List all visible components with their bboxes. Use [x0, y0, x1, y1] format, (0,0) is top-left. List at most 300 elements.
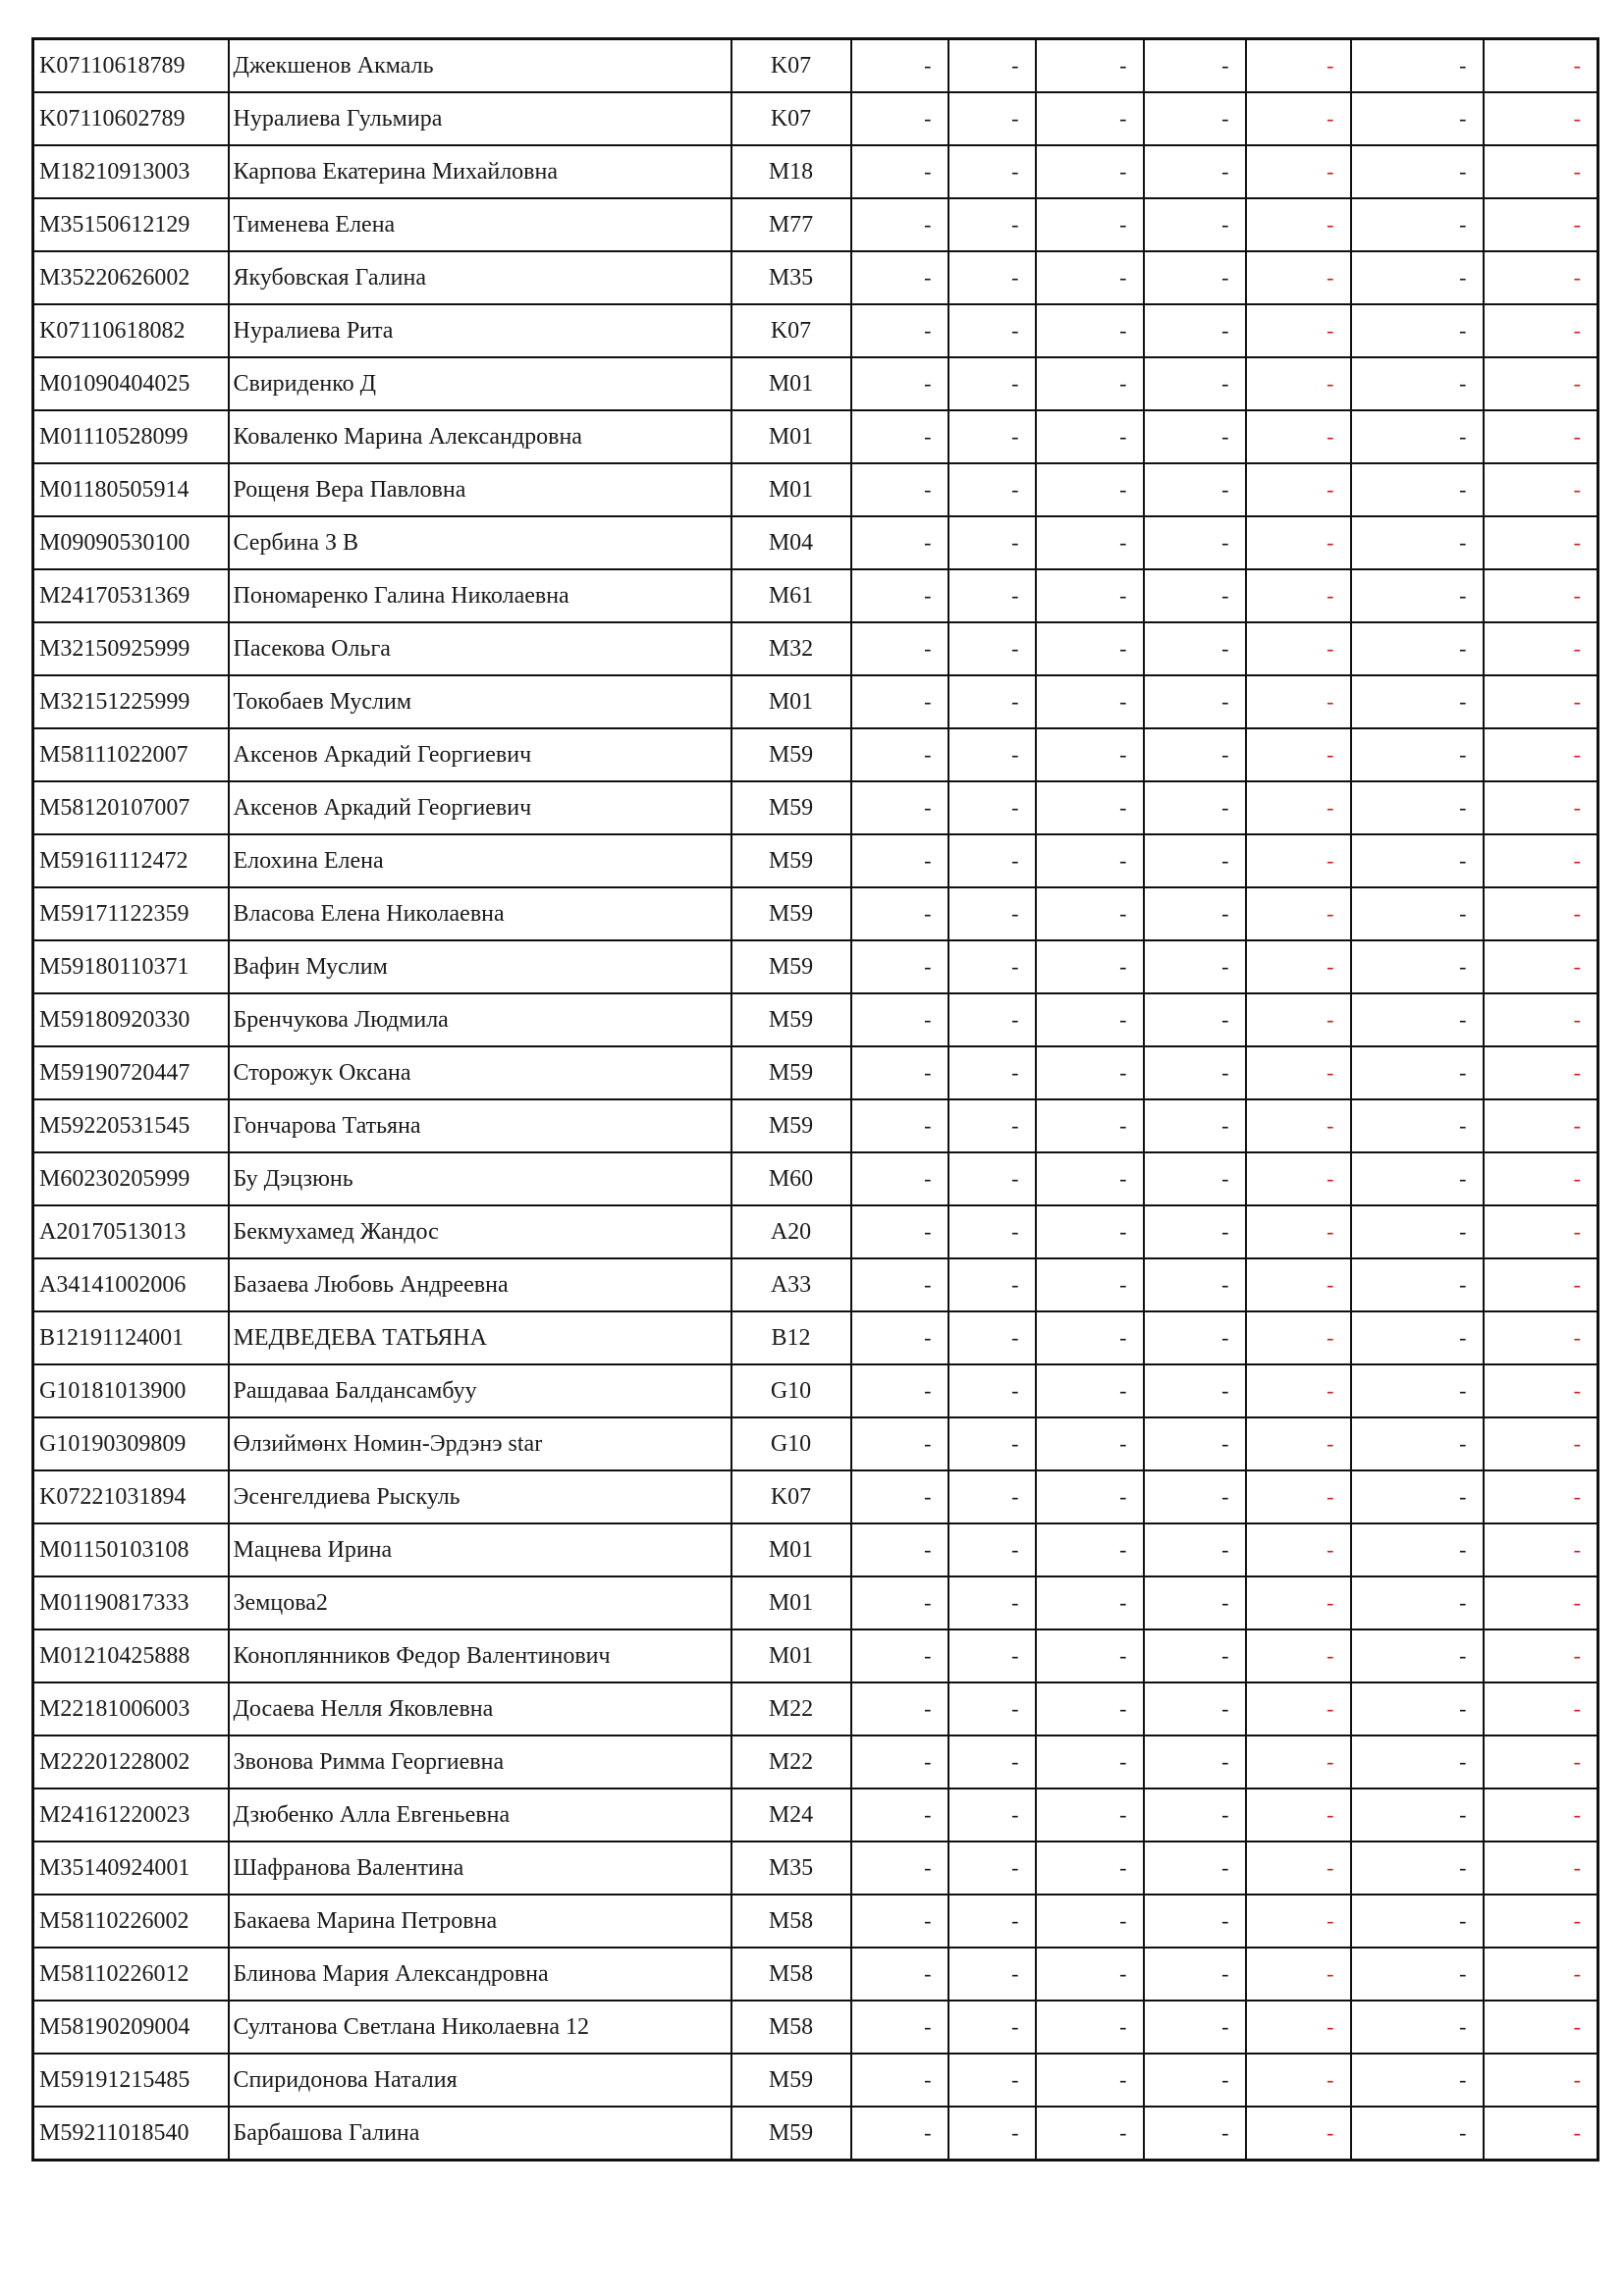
- score-cell: -: [1484, 1417, 1598, 1470]
- score-cell: -: [1144, 1948, 1246, 2001]
- score-cell: -: [1351, 834, 1484, 887]
- participant-name-cell: Базаева Любовь Андреевна: [229, 1258, 731, 1311]
- table-row: [33, 39, 1598, 93]
- score-cell: -: [1484, 1895, 1598, 1948]
- participant-name-cell: Коноплянников Федор Валентинович: [229, 1629, 731, 1682]
- score-cell: -: [1036, 1099, 1144, 1152]
- participant-code-cell: M01150103108: [33, 1523, 229, 1576]
- score-cell: -: [1144, 569, 1246, 622]
- score-cell: -: [1246, 1258, 1351, 1311]
- score-cell: -: [851, 781, 948, 834]
- score-cell: -: [1484, 1311, 1598, 1364]
- score-cell: -: [1351, 516, 1484, 569]
- score-cell: -: [851, 940, 948, 993]
- score-cell: -: [1484, 1789, 1598, 1842]
- group-code-cell: M59: [731, 2107, 851, 2161]
- participant-name-cell: Сербина З В: [229, 516, 731, 569]
- score-cell: -: [851, 1152, 948, 1205]
- table-row: [33, 1046, 1598, 1099]
- score-cell: -: [1484, 1682, 1598, 1735]
- score-cell: -: [851, 1895, 948, 1948]
- score-cell: -: [948, 2054, 1036, 2107]
- group-code-cell: G10: [731, 1417, 851, 1470]
- score-cell: -: [1484, 2001, 1598, 2054]
- participant-code-cell: A20170513013: [33, 1205, 229, 1258]
- score-cell: -: [851, 1046, 948, 1099]
- table-row: [33, 993, 1598, 1046]
- score-cell: -: [1246, 1152, 1351, 1205]
- score-cell: -: [1484, 410, 1598, 463]
- score-cell: -: [1246, 357, 1351, 410]
- score-cell: -: [851, 622, 948, 675]
- participant-name-cell: Барбашова Галина: [229, 2107, 731, 2161]
- score-cell: -: [851, 1948, 948, 2001]
- score-cell: -: [948, 1152, 1036, 1205]
- score-cell: -: [1246, 92, 1351, 145]
- participant-name-cell: Нуралиева Гульмира: [229, 92, 731, 145]
- participant-name-cell: Мацнева Ирина: [229, 1523, 731, 1576]
- score-cell: -: [1484, 728, 1598, 781]
- score-cell: -: [1144, 1046, 1246, 1099]
- score-cell: -: [1144, 834, 1246, 887]
- score-cell: -: [1351, 1682, 1484, 1735]
- participant-code-cell: M58110226012: [33, 1948, 229, 2001]
- score-cell: -: [1351, 1099, 1484, 1152]
- score-cell: -: [851, 516, 948, 569]
- score-cell: -: [1246, 463, 1351, 516]
- score-cell: -: [1484, 39, 1598, 93]
- score-cell: -: [851, 1735, 948, 1789]
- score-cell: -: [851, 463, 948, 516]
- score-cell: -: [1036, 940, 1144, 993]
- score-cell: -: [1144, 1735, 1246, 1789]
- score-cell: -: [1246, 834, 1351, 887]
- score-cell: -: [1246, 1842, 1351, 1895]
- table-row: [33, 1205, 1598, 1258]
- table-row: [33, 1523, 1598, 1576]
- table-row: [33, 622, 1598, 675]
- score-cell: -: [1246, 1789, 1351, 1842]
- score-cell: -: [1144, 463, 1246, 516]
- score-cell: -: [1246, 1205, 1351, 1258]
- group-code-cell: M58: [731, 1948, 851, 2001]
- score-cell: -: [851, 2107, 948, 2161]
- score-cell: -: [1484, 304, 1598, 357]
- score-cell: -: [1351, 622, 1484, 675]
- results-table: [31, 37, 1599, 2162]
- score-cell: -: [1036, 357, 1144, 410]
- participant-name-cell: Досаева Нелля Яковлевна: [229, 1682, 731, 1735]
- participant-code-cell: M59161112472: [33, 834, 229, 887]
- table-row: [33, 410, 1598, 463]
- participant-name-cell: Сторожук Оксана: [229, 1046, 731, 1099]
- score-cell: -: [1036, 1470, 1144, 1523]
- participant-name-cell: Якубовская Галина: [229, 251, 731, 304]
- score-cell: -: [1484, 1470, 1598, 1523]
- score-cell: -: [1144, 622, 1246, 675]
- score-cell: -: [1036, 1842, 1144, 1895]
- score-cell: -: [1144, 2054, 1246, 2107]
- score-cell: -: [1036, 410, 1144, 463]
- group-code-cell: M59: [731, 1046, 851, 1099]
- score-cell: -: [1484, 569, 1598, 622]
- table-row: [33, 463, 1598, 516]
- participant-code-cell: K07221031894: [33, 1470, 229, 1523]
- table-row: [33, 1629, 1598, 1682]
- score-cell: -: [1351, 2001, 1484, 2054]
- group-code-cell: M59: [731, 728, 851, 781]
- participant-code-cell: B12191124001: [33, 1311, 229, 1364]
- participant-name-cell: Земцова2: [229, 1576, 731, 1629]
- group-code-cell: M77: [731, 198, 851, 251]
- score-cell: -: [1351, 145, 1484, 198]
- score-cell: -: [851, 1311, 948, 1364]
- score-cell: -: [851, 1629, 948, 1682]
- score-cell: -: [1144, 940, 1246, 993]
- score-cell: -: [851, 1099, 948, 1152]
- score-cell: -: [1246, 410, 1351, 463]
- participant-code-cell: K07110602789: [33, 92, 229, 145]
- score-cell: -: [1484, 834, 1598, 887]
- participant-code-cell: M22181006003: [33, 1682, 229, 1735]
- score-cell: -: [1144, 251, 1246, 304]
- participant-code-cell: M01210425888: [33, 1629, 229, 1682]
- score-cell: -: [1036, 1789, 1144, 1842]
- score-cell: -: [1036, 993, 1144, 1046]
- score-cell: -: [948, 251, 1036, 304]
- group-code-cell: M04: [731, 516, 851, 569]
- score-cell: -: [1144, 92, 1246, 145]
- participant-code-cell: M59171122359: [33, 887, 229, 940]
- score-cell: -: [1036, 781, 1144, 834]
- score-cell: -: [1484, 251, 1598, 304]
- participant-code-cell: M35220626002: [33, 251, 229, 304]
- participant-code-cell: M01110528099: [33, 410, 229, 463]
- score-cell: -: [1484, 1099, 1598, 1152]
- score-cell: -: [1246, 1948, 1351, 2001]
- score-cell: -: [851, 834, 948, 887]
- score-cell: -: [948, 1842, 1036, 1895]
- table-row: [33, 2054, 1598, 2107]
- score-cell: -: [1144, 39, 1246, 93]
- score-cell: -: [1351, 304, 1484, 357]
- score-cell: -: [1484, 887, 1598, 940]
- group-code-cell: M01: [731, 463, 851, 516]
- score-cell: -: [1484, 781, 1598, 834]
- score-cell: -: [948, 1046, 1036, 1099]
- score-cell: -: [1036, 1682, 1144, 1735]
- score-cell: -: [1144, 1895, 1246, 1948]
- score-cell: -: [1246, 1523, 1351, 1576]
- score-cell: -: [1036, 622, 1144, 675]
- score-cell: -: [1246, 145, 1351, 198]
- score-cell: -: [1144, 304, 1246, 357]
- score-cell: -: [1351, 251, 1484, 304]
- participant-code-cell: K07110618789: [33, 39, 229, 93]
- score-cell: -: [1036, 198, 1144, 251]
- score-cell: -: [1036, 516, 1144, 569]
- group-code-cell: M35: [731, 251, 851, 304]
- group-code-cell: M59: [731, 1099, 851, 1152]
- table-row: [33, 1470, 1598, 1523]
- score-cell: -: [1351, 1152, 1484, 1205]
- score-cell: -: [1484, 1629, 1598, 1682]
- score-cell: -: [1351, 1364, 1484, 1417]
- table-row: [33, 1311, 1598, 1364]
- score-cell: -: [851, 92, 948, 145]
- score-cell: -: [1351, 675, 1484, 728]
- score-cell: -: [1351, 2107, 1484, 2161]
- participant-code-cell: M58110226002: [33, 1895, 229, 1948]
- score-cell: -: [1036, 1258, 1144, 1311]
- score-cell: -: [851, 569, 948, 622]
- score-cell: -: [1351, 728, 1484, 781]
- group-code-cell: M22: [731, 1735, 851, 1789]
- group-code-cell: K07: [731, 39, 851, 93]
- table-row: [33, 304, 1598, 357]
- score-cell: -: [1036, 1046, 1144, 1099]
- score-cell: -: [1036, 569, 1144, 622]
- score-cell: -: [948, 569, 1036, 622]
- group-code-cell: M01: [731, 1576, 851, 1629]
- table-row: [33, 2001, 1598, 2054]
- score-cell: -: [851, 728, 948, 781]
- score-cell: -: [1246, 781, 1351, 834]
- score-cell: -: [1036, 463, 1144, 516]
- table-row: [33, 92, 1598, 145]
- score-cell: -: [1144, 1789, 1246, 1842]
- participant-name-cell: Дзюбенко Алла Евгеньевна: [229, 1789, 731, 1842]
- score-cell: -: [1351, 1205, 1484, 1258]
- group-code-cell: A33: [731, 1258, 851, 1311]
- score-cell: -: [851, 1682, 948, 1735]
- score-cell: -: [1351, 569, 1484, 622]
- score-cell: -: [948, 92, 1036, 145]
- score-cell: -: [1036, 145, 1144, 198]
- score-cell: -: [851, 39, 948, 93]
- score-cell: -: [1036, 2001, 1144, 2054]
- participant-code-cell: M09090530100: [33, 516, 229, 569]
- score-cell: -: [948, 145, 1036, 198]
- score-cell: -: [948, 834, 1036, 887]
- score-cell: -: [1351, 92, 1484, 145]
- table-row: [33, 1364, 1598, 1417]
- score-cell: -: [948, 781, 1036, 834]
- score-cell: -: [948, 1576, 1036, 1629]
- score-cell: -: [1351, 1895, 1484, 1948]
- score-cell: -: [1246, 1417, 1351, 1470]
- score-cell: -: [1036, 2054, 1144, 2107]
- score-cell: -: [1144, 1205, 1246, 1258]
- score-cell: -: [1484, 1364, 1598, 1417]
- score-cell: -: [1036, 887, 1144, 940]
- score-cell: -: [851, 198, 948, 251]
- participant-code-cell: M59180110371: [33, 940, 229, 993]
- score-cell: -: [1351, 1789, 1484, 1842]
- score-cell: -: [1246, 940, 1351, 993]
- table-row: [33, 1895, 1598, 1948]
- score-cell: -: [1246, 1629, 1351, 1682]
- participant-name-cell: Свириденко Д: [229, 357, 731, 410]
- score-cell: -: [1484, 993, 1598, 1046]
- score-cell: -: [1484, 92, 1598, 145]
- score-cell: -: [1246, 39, 1351, 93]
- participant-name-cell: Джекшенов Акмаль: [229, 39, 731, 93]
- score-cell: -: [1036, 1364, 1144, 1417]
- score-cell: -: [948, 1895, 1036, 1948]
- table-row: [33, 887, 1598, 940]
- table-row: [33, 1576, 1598, 1629]
- table-row: [33, 728, 1598, 781]
- participant-name-cell: Пономаренко Галина Николаевна: [229, 569, 731, 622]
- score-cell: -: [1351, 463, 1484, 516]
- score-cell: -: [1036, 1629, 1144, 1682]
- participant-name-cell: Эсенгелдиева Рыскуль: [229, 1470, 731, 1523]
- group-code-cell: M01: [731, 675, 851, 728]
- score-cell: -: [1246, 198, 1351, 251]
- participant-code-cell: G10181013900: [33, 1364, 229, 1417]
- score-cell: -: [851, 2001, 948, 2054]
- participant-name-cell: Блинова Мария Александровна: [229, 1948, 731, 2001]
- score-cell: -: [1246, 887, 1351, 940]
- score-cell: -: [1246, 1682, 1351, 1735]
- score-cell: -: [1246, 516, 1351, 569]
- participant-code-cell: M58111022007: [33, 728, 229, 781]
- table-row: [33, 1842, 1598, 1895]
- score-cell: -: [1484, 622, 1598, 675]
- score-cell: -: [948, 1682, 1036, 1735]
- group-code-cell: M01: [731, 357, 851, 410]
- score-cell: -: [1351, 410, 1484, 463]
- score-cell: -: [1036, 1205, 1144, 1258]
- group-code-cell: A20: [731, 1205, 851, 1258]
- score-cell: -: [1246, 569, 1351, 622]
- score-cell: -: [1144, 410, 1246, 463]
- score-cell: -: [1484, 675, 1598, 728]
- score-cell: -: [948, 1629, 1036, 1682]
- group-code-cell: M58: [731, 2001, 851, 2054]
- score-cell: -: [851, 2054, 948, 2107]
- score-cell: -: [1484, 1258, 1598, 1311]
- participant-code-cell: M58120107007: [33, 781, 229, 834]
- score-cell: -: [948, 1735, 1036, 1789]
- score-cell: -: [948, 198, 1036, 251]
- score-cell: -: [1036, 728, 1144, 781]
- group-code-cell: M59: [731, 887, 851, 940]
- score-cell: -: [1484, 1576, 1598, 1629]
- score-cell: -: [948, 39, 1036, 93]
- participant-name-cell: Власова Елена Николаевна: [229, 887, 731, 940]
- score-cell: -: [1036, 675, 1144, 728]
- score-cell: -: [1484, 1842, 1598, 1895]
- participant-name-cell: Спиридонова Наталия: [229, 2054, 731, 2107]
- group-code-cell: K07: [731, 92, 851, 145]
- participant-name-cell: Карпова Екатерина Михайловна: [229, 145, 731, 198]
- participant-code-cell: G10190309809: [33, 1417, 229, 1470]
- participant-code-cell: M01090404025: [33, 357, 229, 410]
- score-cell: -: [948, 1364, 1036, 1417]
- table-row: [33, 1258, 1598, 1311]
- score-cell: -: [1144, 728, 1246, 781]
- score-cell: -: [1144, 1842, 1246, 1895]
- group-code-cell: M18: [731, 145, 851, 198]
- score-cell: -: [1036, 1735, 1144, 1789]
- score-cell: -: [1351, 887, 1484, 940]
- participant-name-cell: Аксенов Аркадий Георгиевич: [229, 781, 731, 834]
- score-cell: -: [1036, 1417, 1144, 1470]
- group-code-cell: M01: [731, 1629, 851, 1682]
- score-cell: -: [1144, 1152, 1246, 1205]
- table-row: [33, 198, 1598, 251]
- score-cell: -: [851, 675, 948, 728]
- score-cell: -: [1484, 516, 1598, 569]
- participant-code-cell: M24170531369: [33, 569, 229, 622]
- score-cell: -: [851, 1205, 948, 1258]
- score-cell: -: [948, 622, 1036, 675]
- score-cell: -: [1246, 1895, 1351, 1948]
- group-code-cell: M24: [731, 1789, 851, 1842]
- participant-name-cell: Бу Дэцзюнь: [229, 1152, 731, 1205]
- score-cell: -: [1351, 2054, 1484, 2107]
- score-cell: -: [1484, 1046, 1598, 1099]
- score-cell: -: [948, 728, 1036, 781]
- score-cell: -: [1351, 1629, 1484, 1682]
- score-cell: -: [1144, 516, 1246, 569]
- participant-name-cell: Вафин Муслим: [229, 940, 731, 993]
- score-cell: -: [1036, 39, 1144, 93]
- table-row: [33, 940, 1598, 993]
- score-cell: -: [1484, 1948, 1598, 2001]
- participant-name-cell: Звонова Римма Георгиевна: [229, 1735, 731, 1789]
- participant-name-cell: Бакаева Марина Петровна: [229, 1895, 731, 1948]
- table-row: [33, 145, 1598, 198]
- score-cell: -: [1351, 1735, 1484, 1789]
- score-cell: -: [1144, 1629, 1246, 1682]
- score-cell: -: [1036, 1895, 1144, 1948]
- score-cell: -: [948, 304, 1036, 357]
- score-cell: -: [1036, 1523, 1144, 1576]
- score-cell: -: [1246, 1099, 1351, 1152]
- group-code-cell: M59: [731, 2054, 851, 2107]
- group-code-cell: M59: [731, 781, 851, 834]
- table-row: [33, 516, 1598, 569]
- score-cell: -: [1036, 1311, 1144, 1364]
- participant-name-cell: Нуралиева Рита: [229, 304, 731, 357]
- table-row: [33, 569, 1598, 622]
- score-cell: -: [1246, 1735, 1351, 1789]
- score-cell: -: [1246, 1046, 1351, 1099]
- score-cell: -: [1036, 1152, 1144, 1205]
- score-cell: -: [1144, 993, 1246, 1046]
- score-cell: -: [948, 2001, 1036, 2054]
- participant-name-cell: МЕДВЕДЕВА ТАТЬЯНА: [229, 1311, 731, 1364]
- score-cell: -: [1351, 1417, 1484, 1470]
- participant-code-cell: M18210913003: [33, 145, 229, 198]
- score-cell: -: [1144, 1258, 1246, 1311]
- score-cell: -: [948, 410, 1036, 463]
- score-cell: -: [1036, 304, 1144, 357]
- table-row: [33, 781, 1598, 834]
- score-cell: -: [1036, 92, 1144, 145]
- participant-code-cell: K07110618082: [33, 304, 229, 357]
- participant-code-cell: M22201228002: [33, 1735, 229, 1789]
- score-cell: -: [1144, 781, 1246, 834]
- table-row: [33, 2107, 1598, 2161]
- score-cell: -: [1144, 357, 1246, 410]
- participant-code-cell: M58190209004: [33, 2001, 229, 2054]
- table-row: [33, 675, 1598, 728]
- score-cell: -: [1246, 2001, 1351, 2054]
